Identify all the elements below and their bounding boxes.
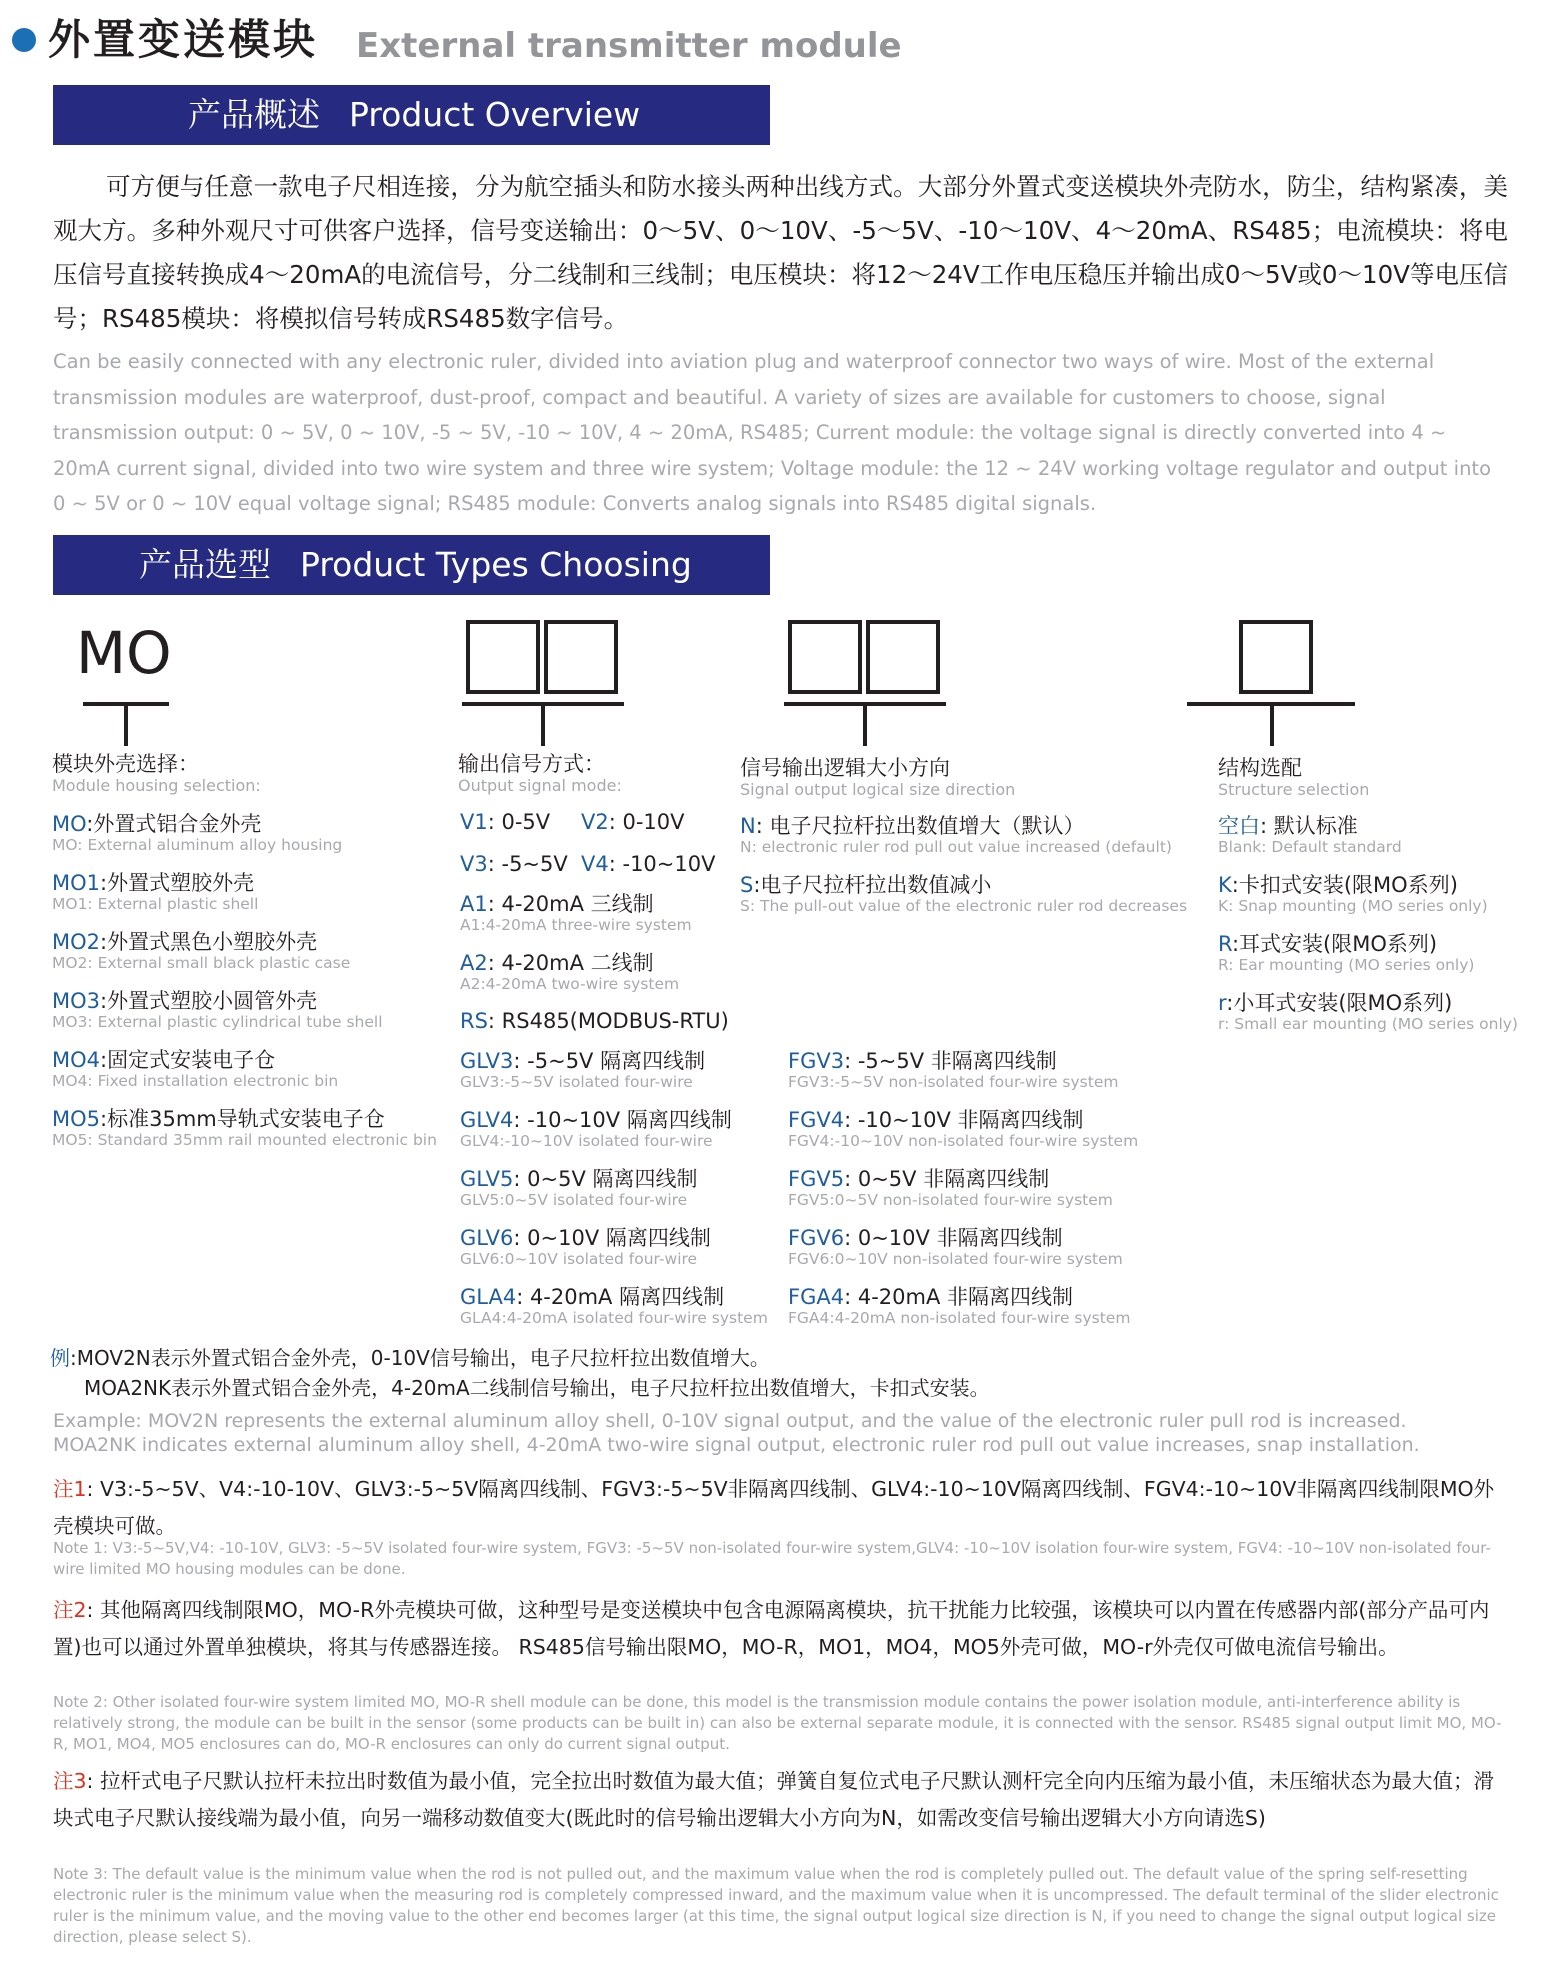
housing-option	[52, 812, 342, 854]
option-label: : -5~5V	[487, 852, 568, 876]
option-label-en: r: Small ear mounting (MO series only)	[1218, 1015, 1518, 1033]
option-code: MO4	[52, 1048, 101, 1072]
option-label-en: MO1: External plastic shell	[52, 895, 259, 913]
housing-option	[52, 1107, 437, 1149]
output-option-non-isolated	[788, 1049, 1118, 1091]
option-code: FGV4	[788, 1108, 845, 1132]
output-title: 输出信号方式：	[458, 752, 605, 776]
note-1	[53, 1471, 1508, 1545]
option-code: GLV6	[460, 1226, 514, 1250]
option-label: : 0~10V 非隔离四线制	[844, 1226, 1063, 1250]
option-label-en: MO2: External small black plastic case	[52, 954, 351, 972]
example-label: 例	[50, 1346, 70, 1370]
structure-bracket-stem	[1270, 702, 1274, 746]
output-option-v3	[460, 852, 568, 876]
direction-bracket-stem	[863, 702, 867, 746]
option-code: N	[740, 814, 756, 838]
option-code: K	[1218, 873, 1232, 897]
option-label-en: MO4: Fixed installation electronic bin	[52, 1072, 339, 1090]
option-sep: :	[100, 1048, 108, 1072]
option-label-en: MO5: Standard 35mm rail mounted electronic bin	[52, 1131, 437, 1149]
option-sep: :	[100, 871, 108, 895]
option-label: :卡扣式安装(限MO系列)	[1231, 873, 1458, 897]
option-label-en: GLV3:-5~5V isolated four-wire	[460, 1073, 693, 1091]
option-label-en: GLV4:-10~10V isolated four-wire	[460, 1132, 713, 1150]
option-label-en: GLV5:0~5V isolated four-wire	[460, 1191, 688, 1209]
option-code: GLA4	[460, 1285, 517, 1309]
option-label: : 0-5V	[487, 810, 551, 834]
note-2-en: Note 2: Other isolated four-wire system limited MO, MO-R shell module can be done, this model is the transmission module contains the power isolation module, anti-interference ability is relatively strong, the module can be built in the sensor (some products can be built in) can also be external separate module, it is connected with the sensor. RS485 signal output limit MO, MO-R, MO1, MO4, MO5 enclosures can do, MO-R enclosures can only do current signal output.	[53, 1693, 1502, 1753]
structure-option	[1218, 814, 1402, 856]
output-option-non-isolated	[788, 1285, 1130, 1327]
direction-header	[740, 756, 1015, 799]
example-text-1: :MOV2N表示外置式铝合金外壳，0-10V信号输出，电子尺拉杆拉出数值增大。	[70, 1346, 770, 1370]
output-bracket-stem	[541, 702, 545, 746]
option-label-en: GLA4:4-20mA isolated four-wire system	[460, 1309, 768, 1327]
housing-option	[52, 871, 258, 913]
option-sep: :	[100, 930, 108, 954]
option-label: : -10~10V 隔离四线制	[513, 1108, 732, 1132]
option-code: FGV3	[788, 1049, 845, 1073]
output-option-a2	[460, 951, 679, 993]
direction-code-box-1	[788, 620, 862, 694]
output-option-non-isolated	[788, 1167, 1113, 1209]
output-option-non-isolated	[788, 1108, 1138, 1150]
note-3-en: Note 3: The default value is the minimum value when the rod is not pulled out, and the maximum value when the rod is completely pulled out. The default value of the spring self-resetting electronic ruler is the minimum value when the measuring rod is completely compressed inward, and the maximum value when it is uncompressed. The default terminal of the slider electronic ruler is the minimum value, and the moving value to the other end becomes larger (at this time, the signal output logical size direction is N, if you need to change the signal output logical size direction, please select S).	[53, 1865, 1499, 1946]
option-label: : 0-10V	[608, 810, 685, 834]
option-label: 固定式安装电子仓	[107, 1048, 276, 1072]
option-code: V4	[581, 852, 609, 876]
option-label: : 4-20mA 三线制	[487, 892, 654, 916]
option-code: 空白	[1218, 814, 1260, 838]
structure-title: 结构选配	[1218, 756, 1302, 780]
option-sep: :	[100, 989, 108, 1013]
model-prefix-code: MO	[76, 619, 172, 687]
note-text: : V3:-5~5V、V4:-10-10V、GLV3:-5~5V隔离四线制、FGV3:-5~5V非隔离四线制、GLV4:-10~10V隔离四线制、FGV4:-10~10V非隔离四线制限MO外壳模块可做。	[53, 1477, 1495, 1538]
option-label-en: S: The pull-out value of the electronic ruler rod decreases	[740, 897, 1188, 915]
output-option-a1	[460, 892, 692, 934]
structure-code-box	[1239, 620, 1313, 694]
output-option-v2	[581, 810, 685, 834]
option-code: R	[1218, 932, 1232, 956]
output-code-box-2	[544, 620, 618, 694]
note-text: : 拉杆式电子尺默认拉杆未拉出时数值为最小值，完全拉出时数值为最大值；弹簧自复位式电子尺默认测杆完全向内压缩为最小值，未压缩状态为最大值；滑块式电子尺默认接线端为最小值，向另一端移动数值变大(既此时的信号输出逻辑大小方向为N，如需改变信号输出逻辑大小方向请选S)	[53, 1769, 1494, 1830]
option-label: 外置式塑胶小圆管外壳	[107, 989, 318, 1013]
option-code: V1	[460, 810, 488, 834]
option-code: GLV3	[460, 1049, 514, 1073]
direction-title: 信号输出逻辑大小方向	[740, 756, 950, 780]
option-label: 外置式黑色小塑胶外壳	[107, 930, 318, 954]
output-option-rs	[460, 1009, 729, 1033]
overview-text-en: Can be easily connected with any electronic ruler, divided into aviation plug and waterproof connector two ways of wire. Most of the external transmission modules are waterproof, dust-proof, compact and beautiful. A variety of sizes are available for customers to choose, signal transmission output: 0 ~ 5V, 0 ~ 10V, -5 ~ 5V, -10 ~ 10V, 4 ~ 20mA, RS485; Current module: the voltage signal is directly converted into 4 ~ 20mA current signal, divided into two wire system and three wire system; Voltage module: the 12 ~ 24V working voltage regulator and output into 0 ~ 5V or 0 ~ 10V equal voltage signal; RS485 module: Converts analog signals into RS485 digital signals.	[53, 350, 1492, 515]
option-label-en: A1:4-20mA three-wire system	[460, 916, 692, 934]
structure-option	[1218, 873, 1488, 915]
option-label: 标准35mm导轨式安装电子仓	[107, 1107, 385, 1131]
overview-banner-cn: 产品概述	[188, 95, 320, 134]
title-bullet-icon	[12, 28, 36, 52]
housing-option	[52, 989, 383, 1031]
output-code-box-1	[466, 620, 540, 694]
option-label-en: N: electronic ruler rod pull out value increased (default)	[740, 838, 1172, 856]
option-label-en: FGV3:-5~5V non-isolated four-wire system	[788, 1073, 1119, 1091]
overview-text-cn: 可方便与任意一款电子尺相连接，分为航空插头和防水接头两种出线方式。大部分外置式变送模块外壳防水，防尘，结构紧凑，美观大方。多种外观尺寸可供客户选择，信号变送输出：0～5V、0～10V、-5～5V、-10～10V、4～20mA、RS485；电流模块：将电压信号直接转换成4～20mA的电流信号，分二线制和三线制；电压模块：将12～24V工作电压稳压并输出成0～5V或0～10V等电压信号；RS485模块：将模拟信号转成RS485数字信号。	[53, 172, 1508, 333]
option-label-en: GLV6:0~10V isolated four-wire	[460, 1250, 698, 1268]
output-title-en: Output signal mode:	[458, 776, 622, 795]
option-label-en: FGV6:0~10V non-isolated four-wire system	[788, 1250, 1123, 1268]
direction-title-en: Signal output logical size direction	[740, 780, 1016, 799]
option-label-en: FGA4:4-20mA non-isolated four-wire system	[788, 1309, 1131, 1327]
structure-option	[1218, 991, 1518, 1033]
example-en-2: MOA2NK indicates external aluminum alloy shell, 4-20mA two-wire signal output, electronic ruler rod pull out value increases, snap installation.	[53, 1434, 1420, 1456]
option-code: FGV5	[788, 1167, 845, 1191]
option-label: : 默认标准	[1260, 814, 1358, 838]
direction-code-box-2	[866, 620, 940, 694]
housing-option	[52, 930, 350, 972]
option-label: : 电子尺拉杆拉出数值增大（默认）	[755, 814, 1085, 838]
note-3	[53, 1763, 1508, 1837]
option-code: A2	[460, 951, 488, 975]
output-option-isolated	[460, 1167, 698, 1209]
option-label: :电子尺拉杆拉出数值减小	[753, 873, 992, 897]
option-label: : 4-20mA 二线制	[487, 951, 654, 975]
example-line-2: MOA2NK表示外置式铝合金外壳，4-20mA二线制信号输出，电子尺拉杆拉出数值增大，卡扣式安装。	[84, 1376, 990, 1400]
option-label: : -10~10V 非隔离四线制	[844, 1108, 1084, 1132]
option-code: S	[740, 873, 754, 897]
option-label: : 0~5V 隔离四线制	[513, 1167, 698, 1191]
note-label: 注1	[53, 1477, 87, 1501]
note-label: 注2	[53, 1598, 87, 1622]
option-sep: :	[86, 812, 94, 836]
option-label: : RS485(MODBUS-RTU)	[487, 1009, 729, 1033]
direction-option	[740, 873, 1187, 915]
output-option-isolated	[460, 1285, 768, 1327]
overview-banner	[53, 85, 770, 145]
housing-title: 模块外壳选择：	[52, 752, 199, 776]
option-label-en: MO: External aluminum alloy housing	[52, 836, 343, 854]
option-label-en: FGV4:-10~10V non-isolated four-wire system	[788, 1132, 1139, 1150]
option-sep: :	[100, 1107, 108, 1131]
example-line-1	[50, 1345, 770, 1371]
option-code: V2	[581, 810, 609, 834]
page-title-en: External transmitter module	[356, 26, 902, 66]
option-label: : 4-20mA 非隔离四线制	[844, 1285, 1074, 1309]
option-label-en: K: Snap mounting (MO series only)	[1218, 897, 1488, 915]
page-title: 外置变送模块	[48, 15, 319, 64]
housing-option	[52, 1048, 338, 1090]
option-code: GLV4	[460, 1108, 514, 1132]
option-label: : 0~5V 非隔离四线制	[844, 1167, 1050, 1191]
output-option-isolated	[460, 1108, 732, 1150]
output-option-isolated	[460, 1049, 705, 1091]
output-option-v4	[581, 852, 715, 876]
note-2	[53, 1592, 1508, 1666]
structure-title-en: Structure selection	[1218, 780, 1370, 799]
prefix-bracket-stem	[124, 702, 128, 746]
note-text: : 其他隔离四线制限MO，MO-R外壳模块可做，这种型号是变送模块中包含电源隔离模块，抗干扰能力比较强，该模块可以内置在传感器内部(部分产品可内置)也可以通过外置单独模块，将其与传感器连接。 RS485信号输出限MO，MO-R，MO1，MO4，MO5外壳可做，MO-r外壳仅可做电流信号输出。	[53, 1598, 1490, 1659]
option-code: RS	[460, 1009, 488, 1033]
output-option-isolated	[460, 1226, 711, 1268]
option-label: : 4-20mA 隔离四线制	[516, 1285, 725, 1309]
option-label-en: Blank: Default standard	[1218, 838, 1402, 856]
types-banner	[53, 535, 770, 595]
example-en-1: Example: MOV2N represents the external aluminum alloy shell, 0-10V signal output, and the value of the electronic ruler pull rod is increased.	[53, 1410, 1407, 1432]
option-label: : -5~5V 非隔离四线制	[844, 1049, 1057, 1073]
types-banner-en: Product Types Choosing	[300, 545, 692, 584]
option-label: : -10~10V	[608, 852, 716, 876]
option-label-en: R: Ear mounting (MO series only)	[1218, 956, 1475, 974]
option-code: MO1	[52, 871, 101, 895]
option-code: GLV5	[460, 1167, 514, 1191]
option-label: 外置式铝合金外壳	[93, 812, 262, 836]
option-label: : -5~5V 隔离四线制	[513, 1049, 706, 1073]
option-label-en: A2:4-20mA two-wire system	[460, 975, 680, 993]
structure-header	[1218, 756, 1369, 799]
option-code: r	[1218, 991, 1227, 1015]
overview-banner-en: Product Overview	[349, 95, 641, 134]
option-label: :小耳式安装(限MO系列)	[1226, 991, 1453, 1015]
option-code: MO	[52, 812, 87, 836]
housing-title-en: Module housing selection:	[52, 776, 261, 795]
note-1-en: Note 1: V3:-5~5V,V4: -10-10V, GLV3: -5~5V isolated four-wire system, FGV3: -5~5V non-isolated four-wire system,GLV4: -10~10V isolation four-wire system, FGV4: -10~10V non-isolated four-wire limited MO housing modules can be done.	[53, 1539, 1491, 1578]
option-label: 外置式塑胶外壳	[107, 871, 255, 895]
option-label: :耳式安装(限MO系列)	[1231, 932, 1438, 956]
option-label-en: MO3: External plastic cylindrical tube shell	[52, 1013, 383, 1031]
output-header	[458, 752, 622, 795]
option-code: FGV6	[788, 1226, 845, 1250]
option-code: FGA4	[788, 1285, 845, 1309]
option-code: A1	[460, 892, 488, 916]
option-code: MO2	[52, 930, 101, 954]
option-code: V3	[460, 852, 488, 876]
direction-option	[740, 814, 1172, 856]
option-code: MO3	[52, 989, 101, 1013]
note-label: 注3	[53, 1769, 87, 1793]
types-banner-cn: 产品选型	[139, 545, 271, 584]
option-label-en: FGV5:0~5V non-isolated four-wire system	[788, 1191, 1113, 1209]
housing-header	[52, 752, 261, 795]
output-option-v1	[460, 810, 550, 834]
output-option-non-isolated	[788, 1226, 1123, 1268]
option-code: MO5	[52, 1107, 101, 1131]
option-label: : 0~10V 隔离四线制	[513, 1226, 711, 1250]
structure-option	[1218, 932, 1474, 974]
